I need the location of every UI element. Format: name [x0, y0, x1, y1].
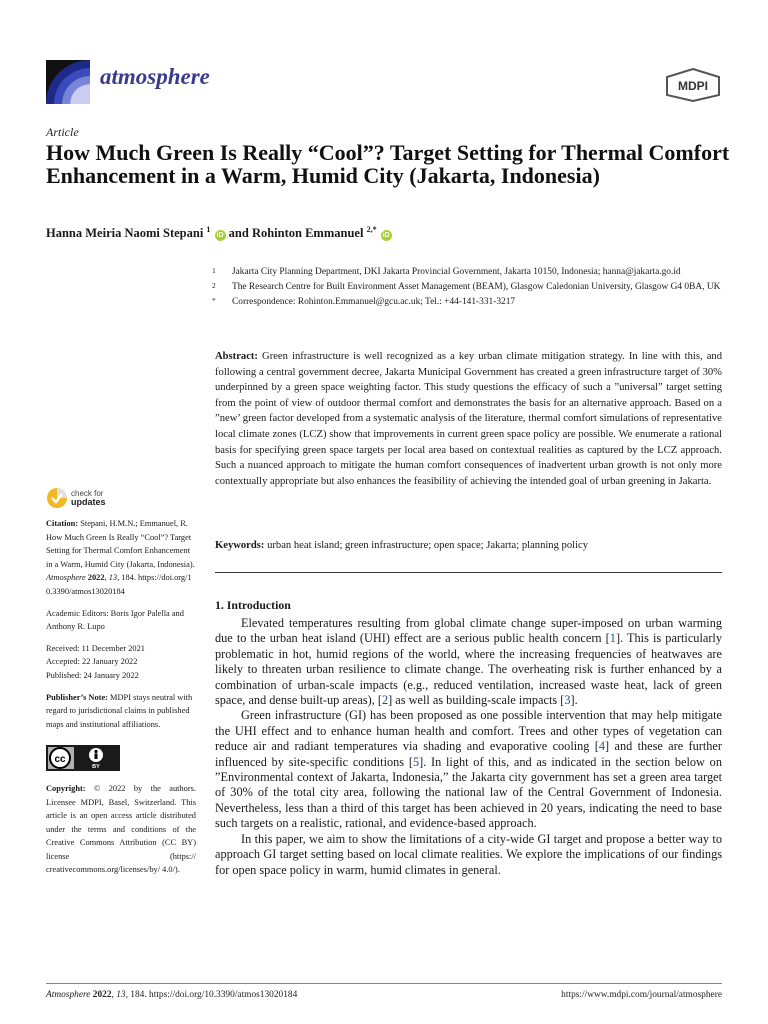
- citation-journal: Atmosphere: [46, 573, 86, 583]
- citation-block: Citation: Stepani, H.M.N.; Emmanuel, R. How Much Green Is Really “Cool”? Target Setting for Thermal Comfort Enhancement in a Warm, Humid City (Jakarta, Indonesia). Atmosphere 2022, 13, 184. https://doi.org/10.3390/atmos13020184: [46, 519, 195, 596]
- check-updates-line1: check for: [71, 489, 104, 498]
- check-for-updates-button[interactable]: [46, 487, 196, 515]
- journal-logo-icon: [46, 60, 90, 104]
- citation-doi-link[interactable]: https://doi.org/10.3390/atmos13020184: [46, 573, 192, 596]
- section-body: [215, 616, 722, 878]
- svg-text:cc: cc: [54, 754, 66, 766]
- reference-link[interactable]: 5: [412, 754, 420, 769]
- correspondence-text: Correspondence: Rohinton.Emmanuel@gcu.ac.uk; Tel.: +44-141-331-3217: [232, 297, 516, 307]
- citation-year: 2022: [87, 573, 105, 583]
- affiliation-item: [210, 296, 722, 309]
- footer-journal: Atmosphere: [46, 990, 91, 1000]
- reference-link[interactable]: 3: [564, 693, 571, 708]
- mdpi-logo-icon: [664, 68, 722, 102]
- copyright-text: © 2022 by the authors. Licensee MDPI, Basel, Switzerland. This article is an open access article distributed under the terms and conditions of the Creative Commons Attribution (CC BY) license (https:// creativecommons.org/licenses/by/ 4.0/).: [46, 783, 197, 875]
- citation-text: Stepani, H.M.N.; Emmanuel, R. How Much Green Is Really “Cool”? Target Setting for Thermal Comfort Enhancement in a Warm, Humid City (Jakarta, Indonesia).: [46, 519, 195, 569]
- keywords-label: Keywords:: [215, 540, 265, 551]
- journal-header: [46, 60, 722, 104]
- affiliation-text: Jakarta City Planning Department, DKI Jakarta Provincial Government, Jakarta 10150, Indonesia; hanna@jakarta.go.id: [232, 267, 681, 277]
- publisher-note-label: Publisher’s Note:: [46, 692, 108, 702]
- section-divider: [215, 572, 722, 573]
- abstract-text: Green infrastructure is well recognized as a key urban climate mitigation strategy. In line with this, and following a central government decree, Jakarta Municipal Government has created a green infrastructure target of 30% underpinned by a green space weighting factor. This study questions the efficacy of such a ”universal” target setting from the point of view of outdoor thermal comfort and demonstrates the basis for an alternative approach. Based on a ”new’ green factor developed from a systematic analysis of the literature, thermal comfort simulations of representative local climate zones (LCZ) show that improvements in current green space policy are possible. We enumerate a rational basis for specifying green space targets per local area based on contextual realities as captured by the LCZ approach. Such a nuanced approach to mitigate the human comfort consequences of inadvertent urban growth is not only more contextually appropriate but also enhances the feasibility of achieving the intended goal of urban greening in Jakarta.: [215, 351, 723, 487]
- footer-volume: 13: [116, 990, 126, 1000]
- body-paragraph: Green infrastructure (GI) has been proposed as one possible intervention that may help mitigate the UHI effect and to enhance human health and comfort. Trees and other types of vegetation can reduce air and radiant temperatures via shading and evaporative cooling [4] and these are further influenced by site-specific conditions [5]. In light of this, and as indicated in the section below on ”Environmental context of Jakarta, Indonesia,” the Jakarta city government has set a green area target of 30% of the total city area, following the national law of the Central Government of Indonesia. Nevertheless, less than a third of this target has been achieved in 20 years, indicating the need to base such targets on a realistic, rational, and evidence-based approach.: [215, 708, 722, 831]
- page-title: How Much Green Is Really “Cool”? Target Setting for Thermal Comfort Enhancement in a Warm, Humid City (Jakarta, Indonesia): [46, 140, 730, 188]
- footer-citation: Atmosphere 2022, 13, 184. https://doi.org/10.3390/atmos13020184: [46, 990, 298, 1000]
- affiliation-marker: 1: [206, 225, 211, 234]
- author-name: Hanna Meiria Naomi Stepani: [46, 226, 204, 240]
- orcid-icon[interactable]: iD: [216, 232, 224, 239]
- article-type: Article: [46, 125, 79, 139]
- reference-link[interactable]: 2: [381, 693, 389, 708]
- footer-divider: [46, 983, 722, 984]
- affiliation-number: 1: [212, 266, 216, 275]
- abstract-label: Abstract:: [215, 351, 258, 362]
- author-list: [46, 225, 392, 241]
- check-updates-icon: [46, 487, 68, 509]
- academic-editors: Academic Editors: Boris Igor Palella and Anthony R. Lupo: [46, 608, 184, 632]
- author-name: Rohinton Emmanuel: [251, 226, 364, 240]
- body-paragraph: Elevated temperatures resulting from global climate change super-imposed on urban warming due to the urban heat island (UHI) effect are a serious public health concern [1]. This is particularly problematic in hot, humid regions of the world, where the increasing frequencies of heatwaves are likely to threaten urban resilience to climate change. The overheating risk is further enhanced by a combination of urban-scale impacts (e.g., reduced ventilation, increased waste heat, lack of green space, and dense built-up areas), [2] as well as building-scale impacts [3].: [215, 616, 722, 708]
- affiliations: [210, 266, 722, 311]
- citation-label: Citation:: [46, 519, 79, 528]
- footer-doi[interactable]: , 184. https://doi.org/10.3390/atmos13020184: [125, 990, 298, 1000]
- keywords-text: urban heat island; green infrastructure; open space; Jakarta; planning policy: [267, 540, 589, 551]
- affiliation-text: The Research Centre for Built Environment Asset Management (BEAM), Glasgow Caledonian University, Glasgow G4 0BA, UK: [232, 282, 721, 292]
- cc-by-license-icon[interactable]: [46, 745, 120, 771]
- received-date: Received: 11 December 2021: [46, 643, 145, 653]
- article-sidebar: [46, 487, 196, 885]
- citation-pages: , 184.: [117, 573, 136, 583]
- publisher-note: [46, 691, 196, 732]
- affiliation-item: [210, 281, 722, 294]
- copyright-label: Copyright:: [46, 783, 86, 793]
- publisher-note-text: MDPI stays neutral with regard to jurisdictional claims in published maps and institutional affiliations.: [46, 692, 193, 729]
- body-paragraph: In this paper, we aim to show the limitations of a city-wide GI target and propose a better way to approach GI target setting based on local climate realities. We explore the implications of our findings for open space policy in warm, humid climates in general.: [215, 831, 722, 877]
- publisher-name: MDPI: [678, 79, 708, 93]
- affiliation-number: *: [212, 296, 216, 305]
- footer-year: 2022: [92, 990, 112, 1000]
- dates-block: [46, 642, 196, 683]
- affiliation-number: 2: [212, 281, 216, 290]
- section-heading: 1. Introduction: [215, 598, 291, 612]
- abstract: [215, 349, 722, 489]
- cc-by-label: BY: [92, 764, 100, 771]
- affiliation-item: [210, 266, 722, 279]
- citation-volume: 13: [108, 573, 118, 583]
- copyright-block: [46, 782, 196, 877]
- published-date: Published: 24 January 2022: [46, 670, 139, 680]
- accepted-date: Accepted: 22 January 2022: [46, 657, 138, 667]
- reference-link[interactable]: 4: [598, 739, 606, 754]
- orcid-icon[interactable]: iD: [382, 232, 390, 239]
- check-updates-line2: updates: [71, 497, 106, 507]
- author-connector: and: [228, 226, 249, 240]
- footer-journal-url[interactable]: https://www.mdpi.com/journal/atmosphere: [561, 990, 722, 1000]
- affiliation-marker: 2,*: [366, 225, 377, 234]
- keywords: [215, 539, 722, 553]
- journal-name: atmosphere: [100, 64, 210, 89]
- reference-link[interactable]: 1: [609, 631, 616, 646]
